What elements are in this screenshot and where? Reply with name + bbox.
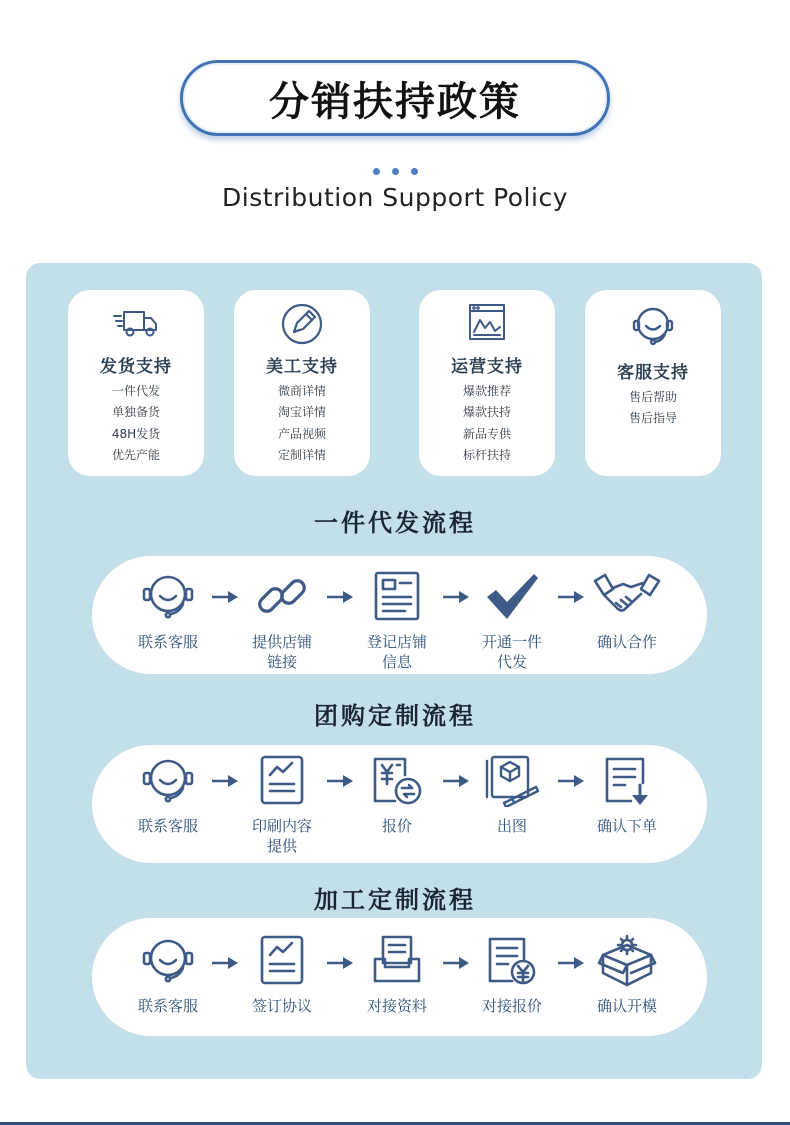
- step-exchange-quote: [457, 932, 567, 1016]
- step-label: 出图: [496, 817, 527, 835]
- headset-icon: [113, 752, 223, 808]
- headset-icon: [585, 302, 721, 344]
- analytics-chart-icon: [419, 302, 555, 344]
- card-item: 产品视频: [277, 426, 326, 441]
- flow-title-custom-processing: 加工定制流程: [314, 886, 476, 914]
- confirm-order-icon: [572, 752, 682, 808]
- step-confirm-cooperation: [572, 568, 682, 652]
- step-label: 联系客服: [137, 633, 198, 651]
- card-title: 客服支持: [617, 363, 689, 383]
- price-document-icon: [457, 932, 567, 988]
- step-confirm-order: [572, 752, 682, 836]
- card-item: 爆款推荐: [462, 384, 511, 398]
- quote-price-icon: [342, 752, 452, 808]
- step-label: 登记店铺 信息: [366, 633, 427, 671]
- register-form-icon: [342, 568, 452, 624]
- card-item: 定制详情: [277, 447, 326, 462]
- step-label: 签订协议: [251, 997, 312, 1015]
- step-register-store: [342, 568, 452, 672]
- step-label: 确认合作: [596, 633, 657, 651]
- contract-icon: [227, 932, 337, 988]
- headset-icon: [113, 932, 223, 988]
- step-label: 开通一件 代发: [481, 633, 542, 671]
- step-label: 联系客服: [137, 817, 198, 835]
- step-label: 提供店铺 链接: [251, 633, 312, 671]
- flow-title-group-buy: 团购定制流程: [314, 702, 476, 730]
- print-document-icon: [227, 752, 337, 808]
- step-contact-service: [113, 932, 223, 1016]
- step-label: 对接报价: [481, 997, 542, 1015]
- card-item: 标杆扶持: [462, 447, 511, 462]
- step-quote: [342, 752, 452, 836]
- page-title: 分销扶持政策: [180, 60, 610, 136]
- card-item: 优先产能: [111, 447, 160, 462]
- page-subtitle: Distribution Support Policy: [222, 183, 568, 212]
- headset-icon: [113, 568, 223, 624]
- step-provide-link: [227, 568, 337, 672]
- card-title: 运营支持: [451, 357, 523, 377]
- step-contact-service: [113, 568, 223, 652]
- blueprint-icon: [457, 752, 567, 808]
- card-item: 淘宝详情: [277, 405, 326, 420]
- step-label: 报价: [381, 817, 412, 835]
- step-sign-agreement: [227, 932, 337, 1016]
- step-confirm-mold: [572, 932, 682, 1016]
- support-card-service: [585, 290, 721, 476]
- step-contact-service: [113, 752, 223, 836]
- step-exchange-materials: [342, 932, 452, 1016]
- card-item: 售后帮助: [628, 390, 677, 404]
- delivery-truck-icon: [68, 302, 204, 344]
- inbox-tray-icon: [342, 932, 452, 988]
- support-card-design: [234, 290, 370, 476]
- support-card-delivery: [68, 290, 204, 476]
- card-title: 美工支持: [266, 357, 338, 377]
- step-drawing: [457, 752, 567, 836]
- step-print-content: [227, 752, 337, 856]
- card-item: 微商详情: [277, 384, 326, 398]
- handshake-icon: [572, 568, 682, 624]
- design-pen-icon: [234, 302, 370, 344]
- card-item: 48H发货: [111, 426, 161, 441]
- card-item: 新品专供: [462, 426, 511, 441]
- gear-box-icon: [572, 932, 682, 988]
- step-label: 对接资料: [366, 997, 427, 1015]
- checkmark-icon: [457, 568, 567, 624]
- step-label: 联系客服: [137, 997, 198, 1015]
- support-card-operations: [419, 290, 555, 476]
- title-dots-divider: [0, 160, 790, 179]
- card-item: 一件代发: [111, 384, 160, 398]
- step-open-dropship: [457, 568, 567, 672]
- step-label: 确认下单: [596, 817, 657, 835]
- card-item: 售后指导: [628, 411, 677, 426]
- card-title: 发货支持: [100, 357, 172, 377]
- card-item: 单独备货: [111, 405, 160, 420]
- step-label: 确认开模: [596, 997, 657, 1015]
- chain-link-icon: [227, 568, 337, 624]
- card-item: 爆款扶持: [462, 405, 511, 420]
- flow-title-dropship: 一件代发流程: [314, 509, 476, 537]
- step-label: 印刷内容 提供: [251, 817, 312, 855]
